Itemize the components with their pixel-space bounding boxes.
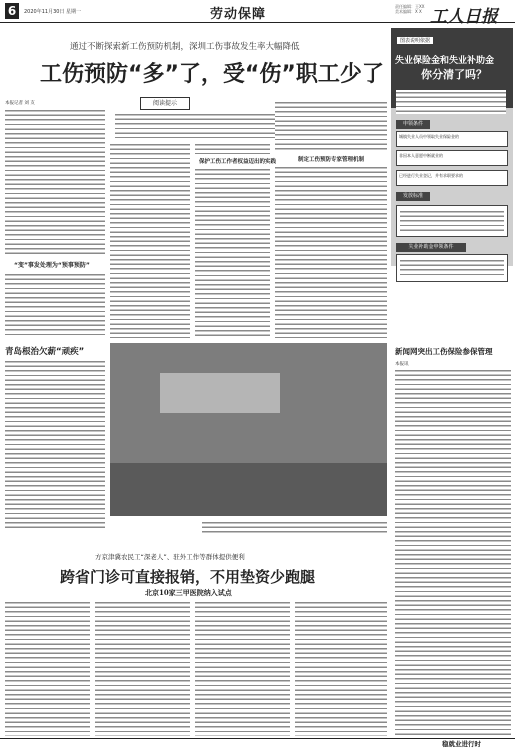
sidebar-box-5 — [396, 254, 508, 282]
masthead-logo: 工人日报 — [430, 7, 498, 27]
lead-article-col1 — [5, 108, 105, 256]
issue-date: 2020年11月30日 星期一 — [24, 9, 82, 15]
news-photo — [110, 343, 387, 530]
editor-line: 美术编辑：X X — [395, 9, 422, 14]
sidebar-box-2-text: 非因本人意愿中断就业的 — [399, 153, 443, 158]
lead-article-col3-top — [195, 142, 270, 154]
lead-article-col1b — [5, 272, 105, 338]
reading-tips-label: 阅读提示 — [140, 97, 190, 110]
sidebar-title-line1: 失业保险金和失业补助金 — [395, 56, 495, 66]
lead-article-col4-top — [275, 100, 387, 150]
editor-line: 责任编辑：王XX — [395, 4, 425, 9]
photo-crowd — [110, 463, 387, 516]
sidebar-box-4 — [396, 205, 508, 237]
qingdao-article — [5, 359, 105, 531]
lead-kicker: 通过不断探索新工伤预防机制，深圳工伤事故发生率大幅降低 — [70, 42, 300, 52]
photo-caption: 劳务实名制 — [120, 524, 146, 530]
right-article-byline: 本报讯 — [395, 362, 409, 367]
photo-building-sign — [160, 373, 280, 413]
sidebar-tag-subsidy: 失业补助金申领条件 — [396, 243, 466, 252]
sidebar-intro — [396, 90, 506, 114]
lead-subhead: “变”事发处理为“预事预防” — [14, 262, 90, 269]
lead-article-col2 — [110, 142, 190, 338]
bottom-col2 — [95, 600, 190, 736]
editor-info — [395, 4, 424, 14]
page-header — [0, 0, 515, 27]
lead-article-col3 — [195, 167, 270, 338]
qingdao-headline: 青岛根治欠薪“顽疾” — [5, 347, 85, 357]
lead-headline: 工伤预防“多”了，受“伤”职工少了 — [40, 62, 384, 87]
sidebar-box-4-text — [400, 209, 504, 233]
sidebar-box-5-text — [400, 258, 504, 278]
right-article-body — [395, 368, 511, 736]
sidebar-box-1-text: 城镇失业人员中领取失业保险金的 — [399, 134, 459, 139]
sidebar-box-3 — [396, 170, 508, 186]
bottom-kicker: 方京津冀农民工“深老人”、驻外工作等群体提供便利 — [95, 553, 245, 561]
page-number: 6 — [5, 3, 19, 19]
bottom-headline: 跨省门诊可直接报销，不用垫资少跑腿 — [60, 568, 316, 586]
sidebar-tag-conditions: 申领条件 — [396, 120, 430, 129]
sidebar-kicker: 图表说明依据 — [397, 37, 433, 44]
sidebar-box-3-text: 已经进行失业登记，并有求职要求的 — [399, 173, 463, 178]
sidebar-box-1 — [396, 131, 508, 147]
section-title: 劳动保障 — [210, 7, 267, 22]
photo-caption-text — [202, 520, 387, 536]
lead-article-col4 — [275, 165, 387, 338]
bottom-subhead: 北京10家三甲医院纳入试点 — [145, 588, 232, 597]
bottom-col3 — [195, 600, 290, 736]
bottom-col1 — [5, 600, 90, 736]
footer-label: 稳就业进行时 — [442, 740, 481, 748]
bottom-col4 — [295, 600, 387, 736]
mid-subhead: 制定工伤预防专家管理机制 — [298, 157, 365, 163]
sidebar-box-2 — [396, 150, 508, 166]
sidebar-tag-standard: 发放标准 — [396, 192, 430, 201]
sidebar-title-line2: 你分清了吗？ — [421, 68, 487, 81]
page-footer — [0, 738, 515, 749]
mid-subhead: 保护工伤工作者权益迈出的实践 — [199, 159, 277, 165]
right-article-headline: 新闻网突出工伤保险参保管理 — [395, 347, 493, 356]
lead-byline: 本报记者 刘 友 — [5, 101, 35, 106]
